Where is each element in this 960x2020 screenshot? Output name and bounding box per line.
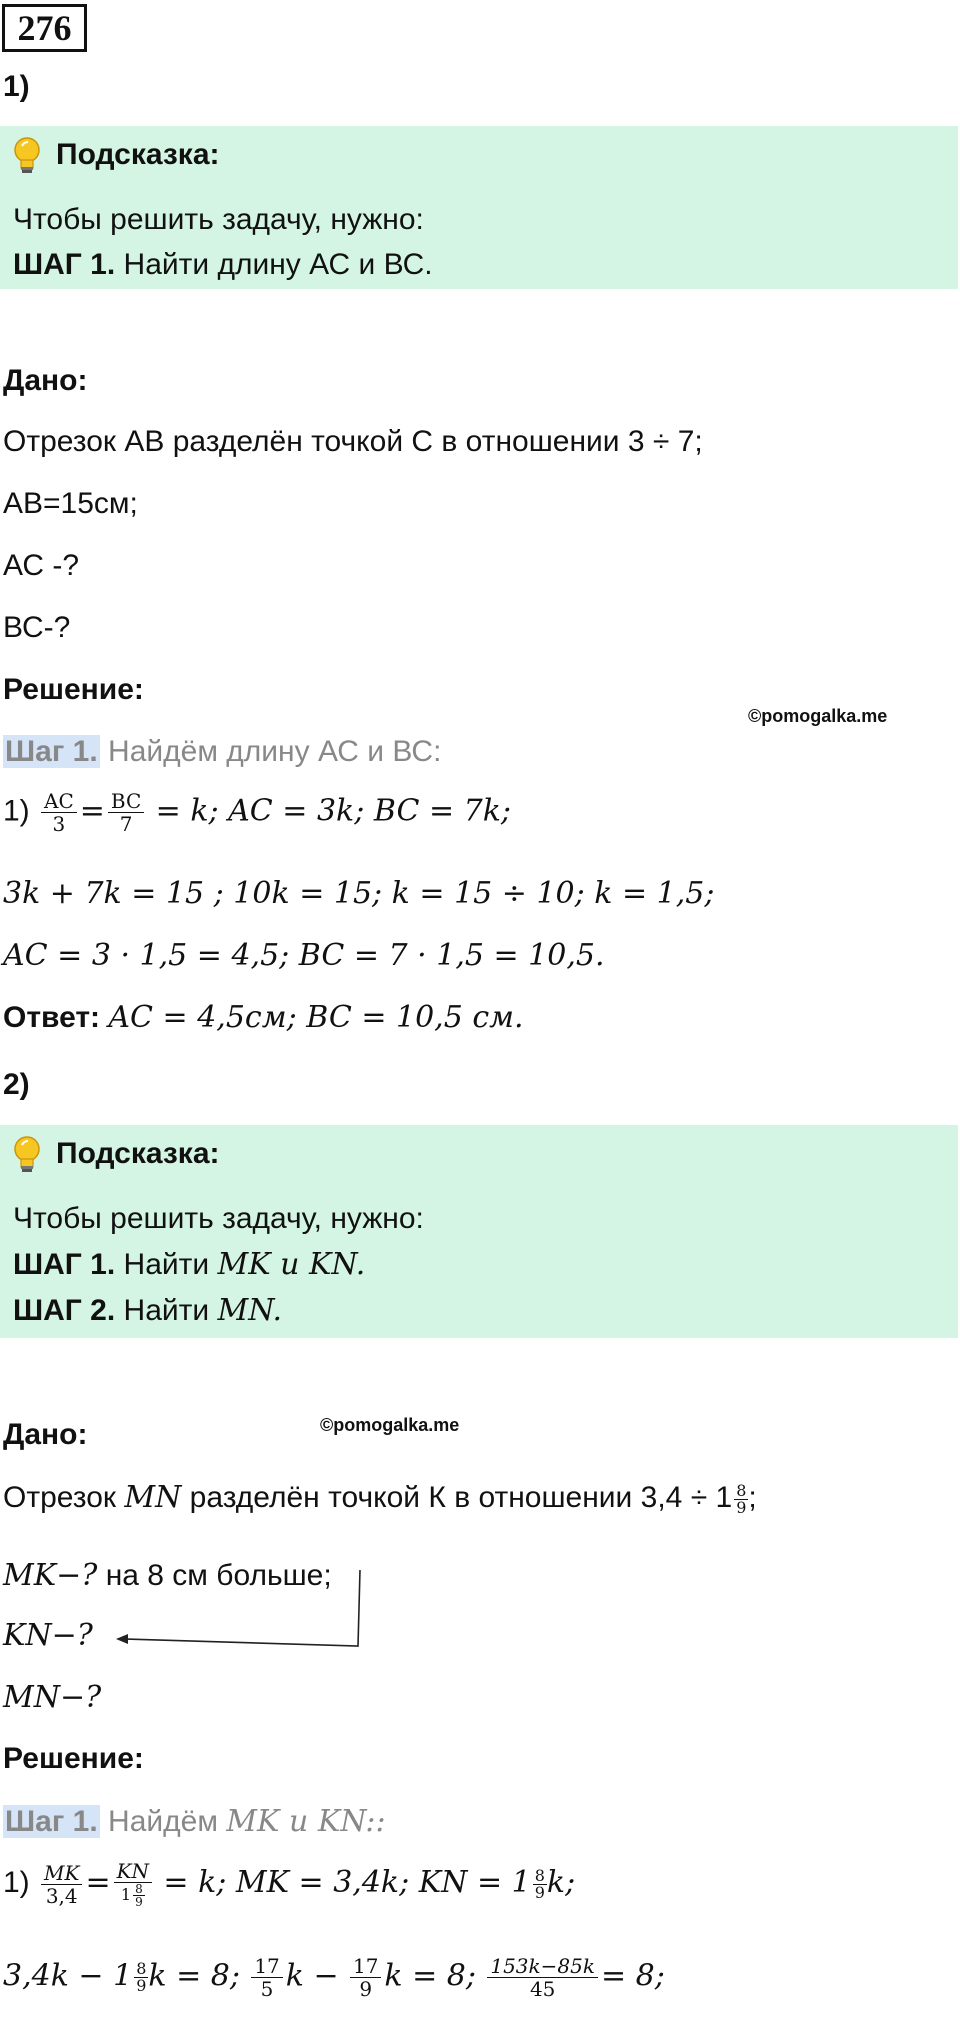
part1-given-line: АВ=15см;: [3, 487, 138, 520]
part1-given-label: Дано:: [3, 364, 88, 397]
part1-given-line: АС -?: [3, 549, 80, 582]
part2-solution-label: Решение:: [3, 1742, 144, 1775]
problem-number: 276: [2, 4, 87, 52]
watermark: ©pomogalka.me: [320, 1415, 460, 1435]
part2-equation-1: 1) $\frac{MK}{3,4}$ = KN 1 $\frac{8}{9}$ = k; MK = 3,4k; KN = 1 $\frac{8}{9}$ k;: [3, 1859, 576, 1909]
fraction: $\frac{8}{9}$: [136, 1959, 147, 1995]
step-math: MN.: [217, 1293, 283, 1328]
part1-equation-2: 3k + 7k = 15 ; 10k = 15; k = 15 ÷ 10; k = 1,5;: [3, 876, 715, 911]
part1-hint-intro: Чтобы решить задачу, нужно:: [13, 203, 424, 236]
answer-text: AC = 4,5см; BC = 10,5 см.: [108, 1000, 524, 1035]
part2-hint-box: [0, 1125, 958, 1338]
step-label: ШАГ 2.: [13, 1294, 116, 1327]
part2-equation-2: 3,4k − 1 $\frac{8}{9}$ k = 8; $\frac{17}{5}$ k − $\frac{17}{9}$ k = 8; $\frac{153k-85k}{45}$ = 8;: [3, 1954, 665, 2001]
fraction: $\frac{BC}{7}$: [108, 790, 144, 835]
fraction: KN 1 $\frac{8}{9}$: [114, 1860, 152, 1908]
fraction: $\frac{17}{5}$: [251, 1955, 282, 2000]
part2-step1-heading: Шаг 1. Найдём MK и KN::: [5, 1804, 386, 1839]
part2-label: 2): [3, 1068, 30, 1101]
part2-hint-intro: Чтобы решить задачу, нужно:: [13, 1202, 424, 1235]
step-math: MK и KN.: [217, 1247, 366, 1282]
eq-prefix: 1): [3, 794, 30, 828]
part1-hint-title: Подсказка:: [56, 138, 220, 171]
step-text: Найти: [123, 1248, 210, 1281]
fraction: $\frac{153k-85k}{45}$: [487, 1955, 598, 2000]
watermark: ©pomogalka.me: [748, 706, 888, 726]
fraction: $\frac{8}{9}$: [534, 1865, 545, 1902]
step-label: Шаг 1.: [5, 1805, 98, 1838]
step-text: Найти: [123, 1294, 210, 1327]
part2-given-line-3: KN−?: [3, 1618, 93, 1653]
part1-hint-step1: [13, 248, 433, 282]
fraction: $\frac{MK}{3,4}$: [41, 1862, 82, 1907]
fraction: $\frac{17}{9}$: [350, 1955, 381, 2000]
step-text: Найдём длину АС и ВС:: [108, 735, 442, 768]
part1-equation-3: AC = 3 · 1,5 = 4,5; BC = 7 · 1,5 = 10,5.: [3, 938, 605, 973]
part1-answer: [3, 1000, 524, 1035]
part1-solution-label: Решение:: [3, 673, 144, 706]
step-text: Найти длину АС и ВС.: [123, 248, 433, 281]
part2-given-line-4: MN−?: [3, 1680, 102, 1715]
part1-hint-box: [0, 126, 958, 289]
part2-given-line-1: Отрезок MN разделён точкой К в отношении 3,4 ÷ 1 $\frac{8}{9}$ ;: [3, 1480, 757, 1517]
part1-step1-heading: [3, 735, 441, 769]
step-label: ШАГ 1.: [13, 1248, 116, 1281]
answer-label: Ответ:: [3, 1001, 101, 1034]
step-label: ШАГ 1.: [13, 248, 116, 281]
part2-hint-step2: [13, 1293, 282, 1328]
part2-given-label: Дано:: [3, 1418, 88, 1451]
eq-rest: = k; AC = 3k; BC = 7k;: [155, 793, 512, 829]
fraction: $\frac{AC}{3}$: [41, 790, 77, 835]
lightbulb-icon: [12, 1135, 42, 1175]
part2-given-line-2: MK−? на 8 см больше;: [3, 1558, 332, 1593]
fraction: $\frac{8}{9}$: [736, 1480, 747, 1517]
arrow-icon: [110, 1570, 370, 1660]
part2-hint-title: Подсказка:: [56, 1137, 220, 1170]
part1-given-line: Отрезок АВ разделён точкой С в отношении 3 ÷ 7;: [3, 425, 703, 458]
lightbulb-icon: [12, 136, 42, 176]
part1-given-line: ВС-?: [3, 611, 71, 644]
part1-equation-1: 1) $\frac{AC}{3}$ = $\frac{BC}{7}$ = k; AC = 3k; BC = 7k;: [3, 789, 512, 836]
part1-label: 1): [3, 70, 30, 103]
part2-hint-step1: [13, 1247, 365, 1282]
step-label: Шаг 1.: [5, 735, 98, 768]
